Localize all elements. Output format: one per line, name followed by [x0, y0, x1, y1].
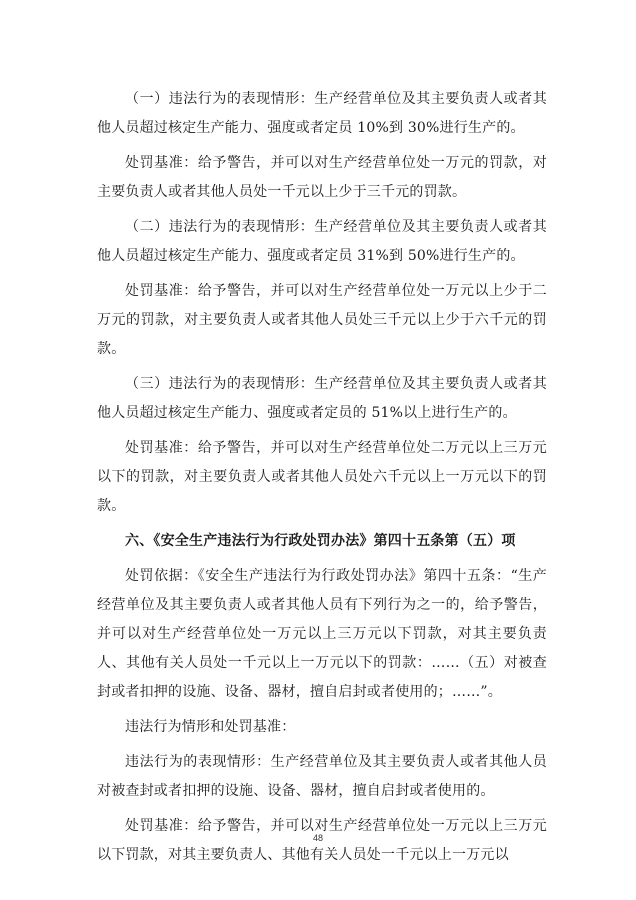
paragraph-penalty-3: 处罚基准：给予警告，并可以对生产经营单位处二万元以上三万元以下的罚款，对主要负责人或者其他人员处六千元以上一万元以下的罚款。 — [97, 440, 547, 514]
paragraph-violation-3: （三）违法行为的表现情形：生产经营单位及其主要负责人或者其他人员超过核定生产能力、强度或者定员的 51%以上进行生产的。 — [97, 376, 547, 421]
paragraph-penalty-2: 处罚基准：给予警告，并可以对生产经营单位处一万元以上少于二万元的罚款，对主要负责人或者其他人员处三千元以上少于六千元的罚款。 — [97, 283, 547, 357]
paragraph-violation-4: 违法行为的表现情形：生产经营单位及其主要负责人或者其他人员对被查封或者扣押的设施、设备、器材，擅自启封或者使用的。 — [97, 754, 547, 799]
paragraph-violation-1: （一）违法行为的表现情形：生产经营单位及其主要负责人或者其他人员超过核定生产能力、强度或者定员 10%到 30%进行生产的。 — [97, 91, 547, 136]
paragraph-violation-2: （二）违法行为的表现情形：生产经营单位及其主要负责人或者其他人员超过核定生产能力、强度或者定员 31%到 50%进行生产的。 — [97, 219, 547, 264]
paragraph-penalty-1: 处罚基准：给予警告，并可以对生产经营单位处一万元的罚款，对主要负责人或者其他人员处一千元以上少于三千元的罚款。 — [97, 155, 547, 200]
paragraph-subheading: 违法行为情形和处罚基准： — [125, 719, 296, 735]
page-number: 48 — [312, 833, 323, 843]
paragraph-penalty-basis: 处罚依据：《安全生产违法行为行政处罚办法》第四十五条：“生产经营单位及其主要负责人或者其他人员有下列行为之一的，给予警告，并可以对生产经营单位处一万元以上三万元以下罚款，对其主要负责人、其他有关人员处一千元以上一万元以下的罚款：……（五）对被查封或者扣押的设施、设备、器材，擅自启封或者使用的；……”。 — [97, 568, 547, 700]
paragraph-penalty-4: 处罚基准：给予警告，并可以对生产经营单位处一万元以上三万元以下罚款，对其主要负责人、其他有关人员处一千元以上一万元以 — [97, 818, 547, 863]
document-body — [97, 85, 547, 876]
section-heading: 六、《安全生产违法行为行政处罚办法》第四十五条第（五）项 — [125, 533, 516, 549]
